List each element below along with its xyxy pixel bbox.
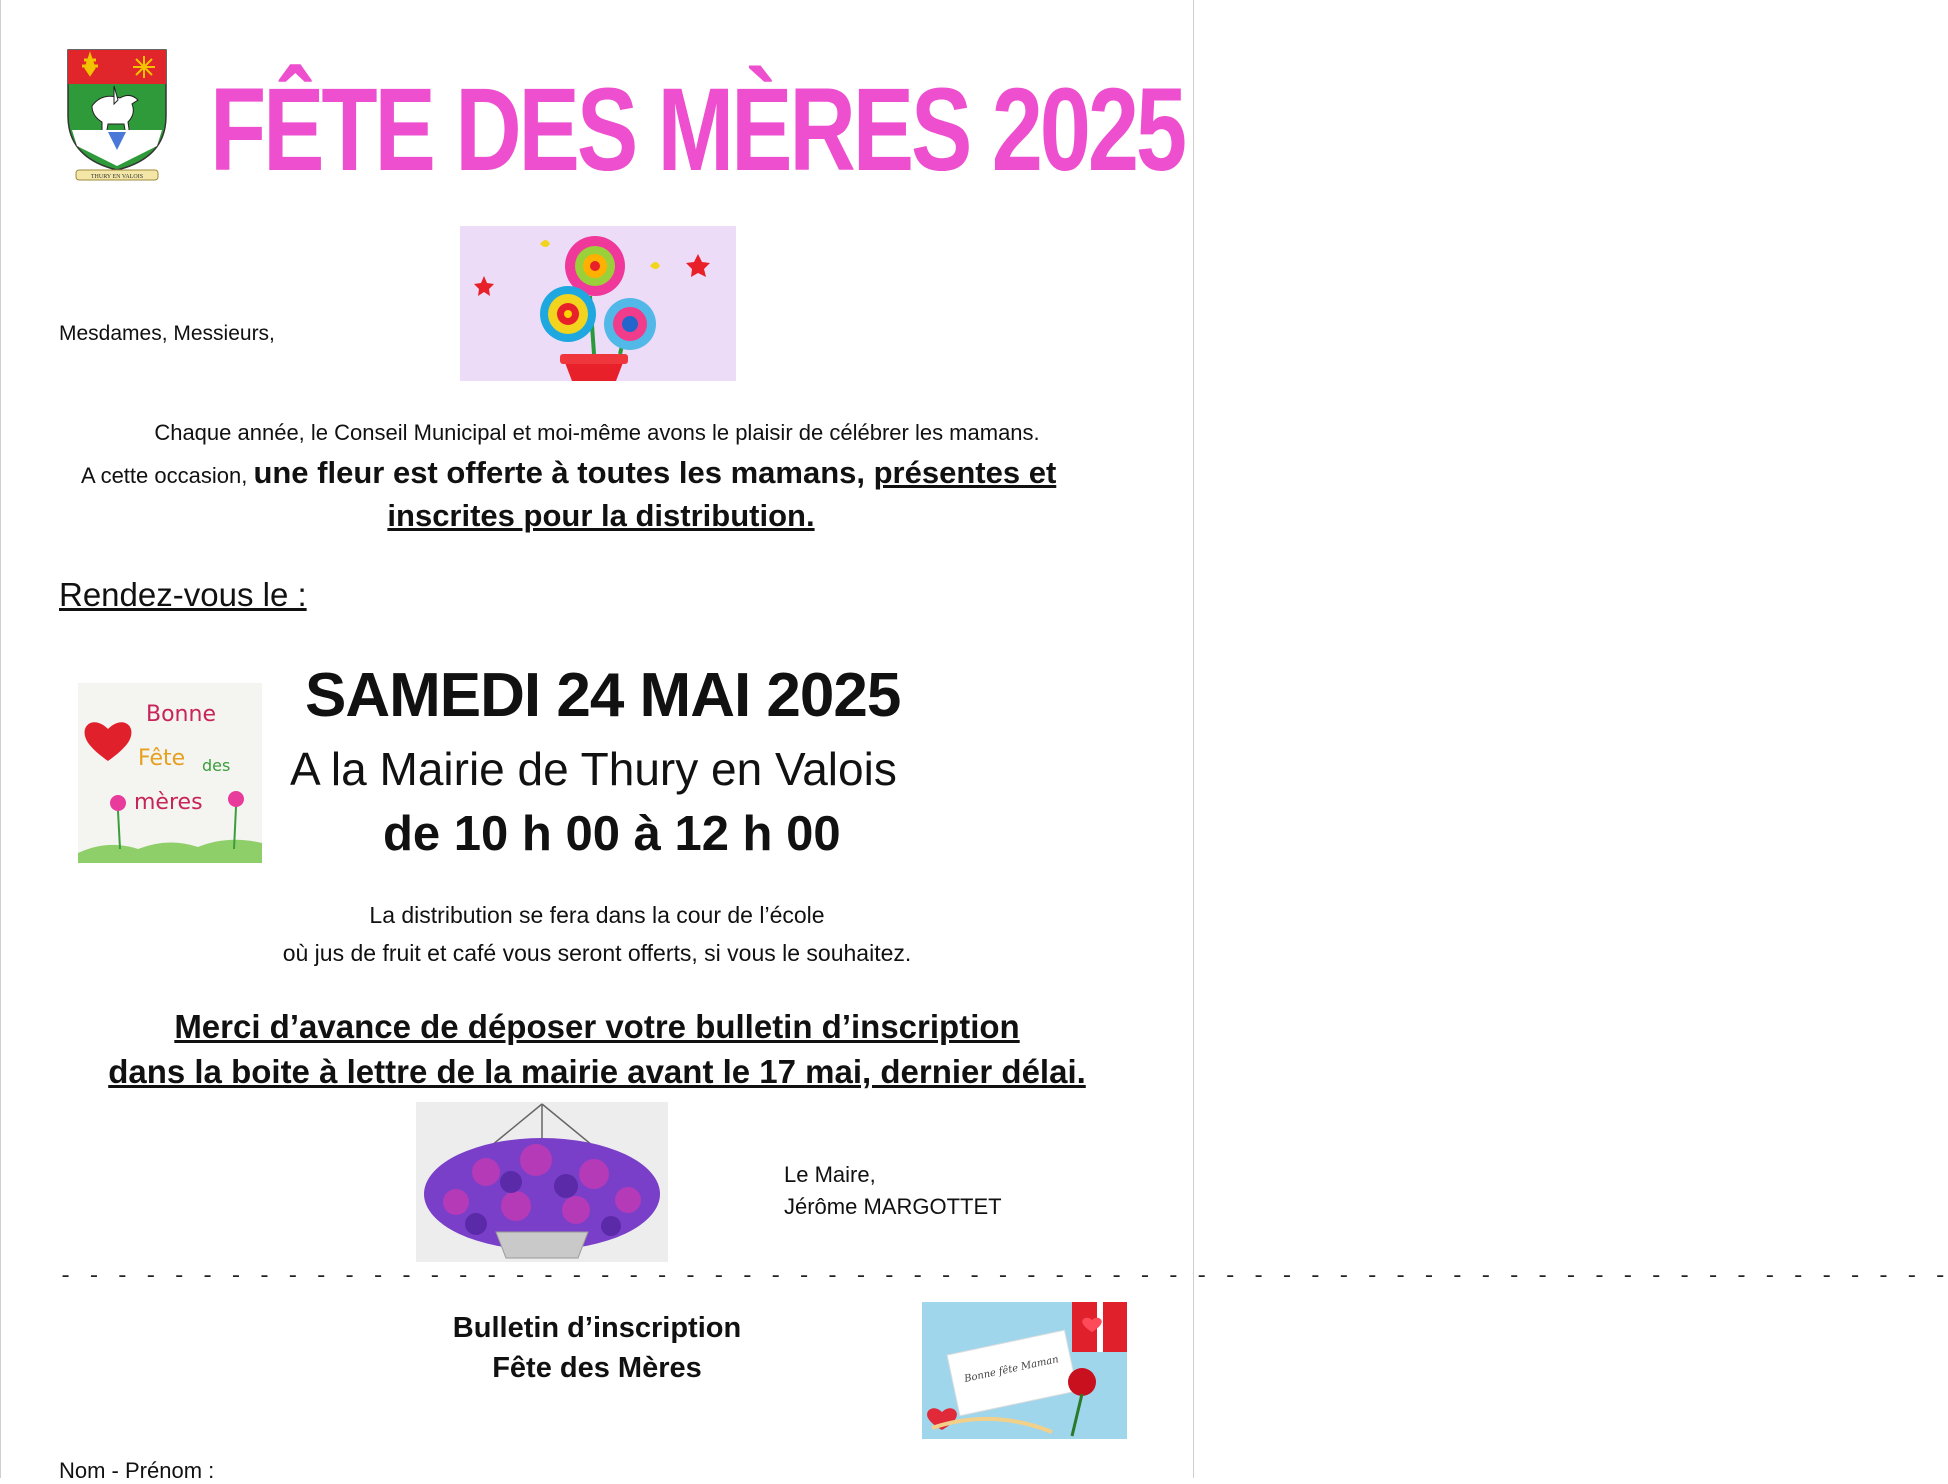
- page-border-right: [1193, 0, 1194, 1478]
- card-word-bonne: Bonne: [146, 702, 216, 727]
- page-title: FÊTE DES MÈRES 2025: [210, 64, 1184, 196]
- town-crest-image: [62, 46, 172, 188]
- intro-line-1: Chaque année, le Conseil Municipal et moi-même avons le plaisir de célébrer les mamans.: [154, 420, 1040, 445]
- name-field-label: Nom - Prénom :: [59, 1458, 215, 1483]
- mayor-title: Le Maire,: [784, 1162, 876, 1187]
- distribution-line-1: La distribution se fera dans la cour de l’école: [369, 902, 825, 928]
- cut-line-divider: - - - - - - - - - - - - - - - - - - - - - - - - - - - - - - - - - - - - - - - - - - - - - - - - - - - - - - - - - - - - - - - - - - -: [59, 1264, 1948, 1289]
- card-word-des: des: [202, 756, 231, 775]
- page-border-left: [0, 0, 1, 1478]
- intro-line-2-prefix: A cette occasion,: [81, 463, 254, 488]
- intro-line-2-bold: une fleur est offerte à toutes les mamans,: [253, 455, 874, 490]
- paper-flowers-image: [460, 226, 736, 381]
- crest-motto: THURY EN VALOIS: [90, 174, 144, 180]
- intro-line-2-underlined: présentes et: [873, 455, 1057, 490]
- rendezvous-label: Rendez-vous le :: [59, 576, 307, 613]
- deadline-notice-line-1: Merci d’avance de déposer votre bulletin d’inscription: [174, 1008, 1020, 1045]
- mayor-name: Jérôme MARGOTTET: [784, 1194, 1002, 1219]
- distribution-line-2: où jus de fruit et café vous seront offerts, si vous le souhaitez.: [282, 940, 912, 966]
- intro-line-2: [81, 455, 1056, 491]
- event-place: A la Mairie de Thury en Valois: [290, 743, 897, 795]
- event-hours: de 10 h 00 à 12 h 00: [383, 807, 841, 861]
- event-date: SAMEDI 24 MAI 2025: [305, 661, 901, 730]
- card-word-meres: mères: [134, 790, 203, 815]
- petunia-basket-image: [416, 1102, 668, 1262]
- bonne-fete-drawing-image: [78, 683, 262, 863]
- intro-line-3: inscrites pour la distribution.: [387, 498, 815, 533]
- gift-card-image: [922, 1302, 1127, 1439]
- gift-card-text: Bonne fête Maman: [963, 1354, 1060, 1385]
- form-title-line-1: Bulletin d’inscription: [452, 1312, 742, 1344]
- greeting-text: Mesdames, Messieurs,: [59, 322, 275, 345]
- deadline-notice-line-2: dans la boite à lettre de la mairie avant le 17 mai, dernier délai.: [108, 1053, 1086, 1090]
- form-title-line-2: Fête des Mères: [492, 1352, 702, 1384]
- card-word-fete: Fête: [138, 746, 186, 771]
